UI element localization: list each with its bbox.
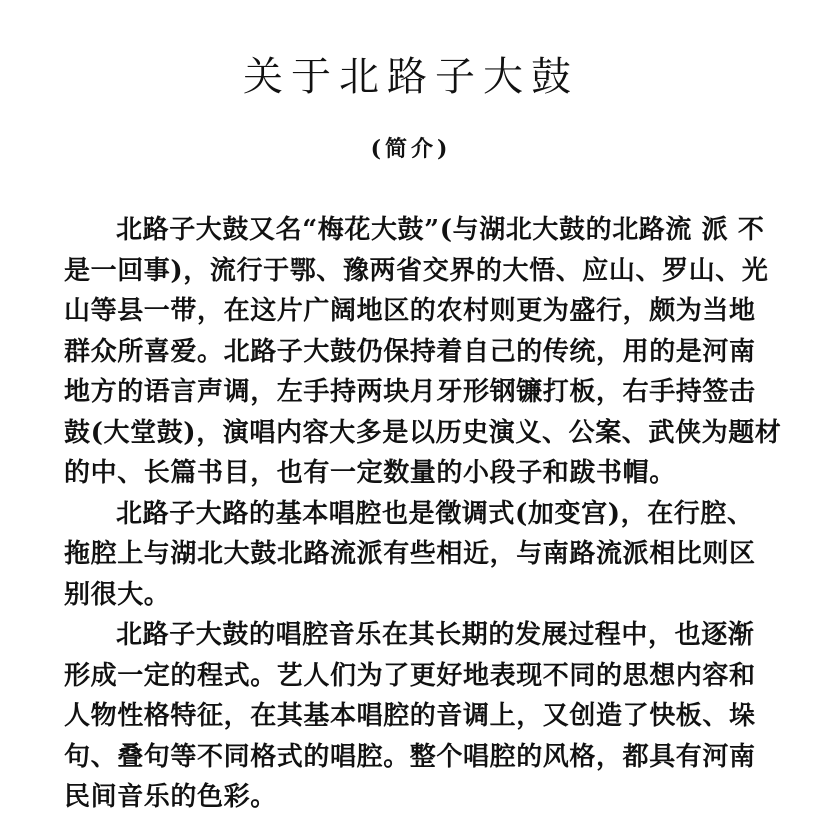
text-line: 鼓(大堂鼓)，演唱内容大多是以历史演义、公案、武侠为题材: [64, 417, 782, 448]
text-line: 句、叠句等不同格式的唱腔。整个唱腔的风格，都具有河南: [64, 741, 756, 772]
document-body: [64, 210, 782, 818]
paragraph-2: [64, 494, 764, 616]
document-title: 关于北路子大鼓: [243, 54, 579, 100]
text-line: 拖腔上与湖北大鼓北路流派有些相近，与南路流派相比则区: [64, 539, 756, 569]
text-line: 群众所喜爱。北路子大鼓仍保持着自己的传统，用的是河南: [64, 336, 756, 367]
text-line: 山等县一带，在这片广阔地区的农村则更为盛行，颇为当地: [64, 296, 756, 326]
text-line: 北路子大鼓的唱腔音乐在其长期的发展过程中，也逐渐: [116, 620, 755, 650]
document-subtitle: (简介): [370, 136, 452, 162]
text-line: 别很大。: [64, 579, 171, 610]
text-line: 地方的语言声调，左手持两块月牙形钢镰打板，右手持签击: [64, 377, 756, 407]
text-line: 北路子大路的基本唱腔也是徵调式(加变宫)，在行腔、: [116, 498, 754, 529]
text-line: 的中、长篇书目，也有一定数量的小段子和跋书帽。: [64, 458, 676, 488]
text-line: 形成一定的程式。艺人们为了更好地表现不同的思想内容和: [64, 660, 756, 691]
text-line: 民间音乐的色彩。: [64, 782, 277, 812]
text-line: 人物性格特征，在其基本唱腔的音调上，又创造了快板、垛: [64, 701, 756, 731]
paragraph-1: [64, 210, 782, 494]
paragraph-3: [64, 615, 764, 818]
text-line: 是一回事)，流行于鄂、豫两省交界的大悟、应山、罗山、光: [64, 255, 769, 286]
text-line: 北路子大鼓又名“梅花大鼓”(与湖北大鼓的北路流 派 不: [116, 215, 765, 245]
